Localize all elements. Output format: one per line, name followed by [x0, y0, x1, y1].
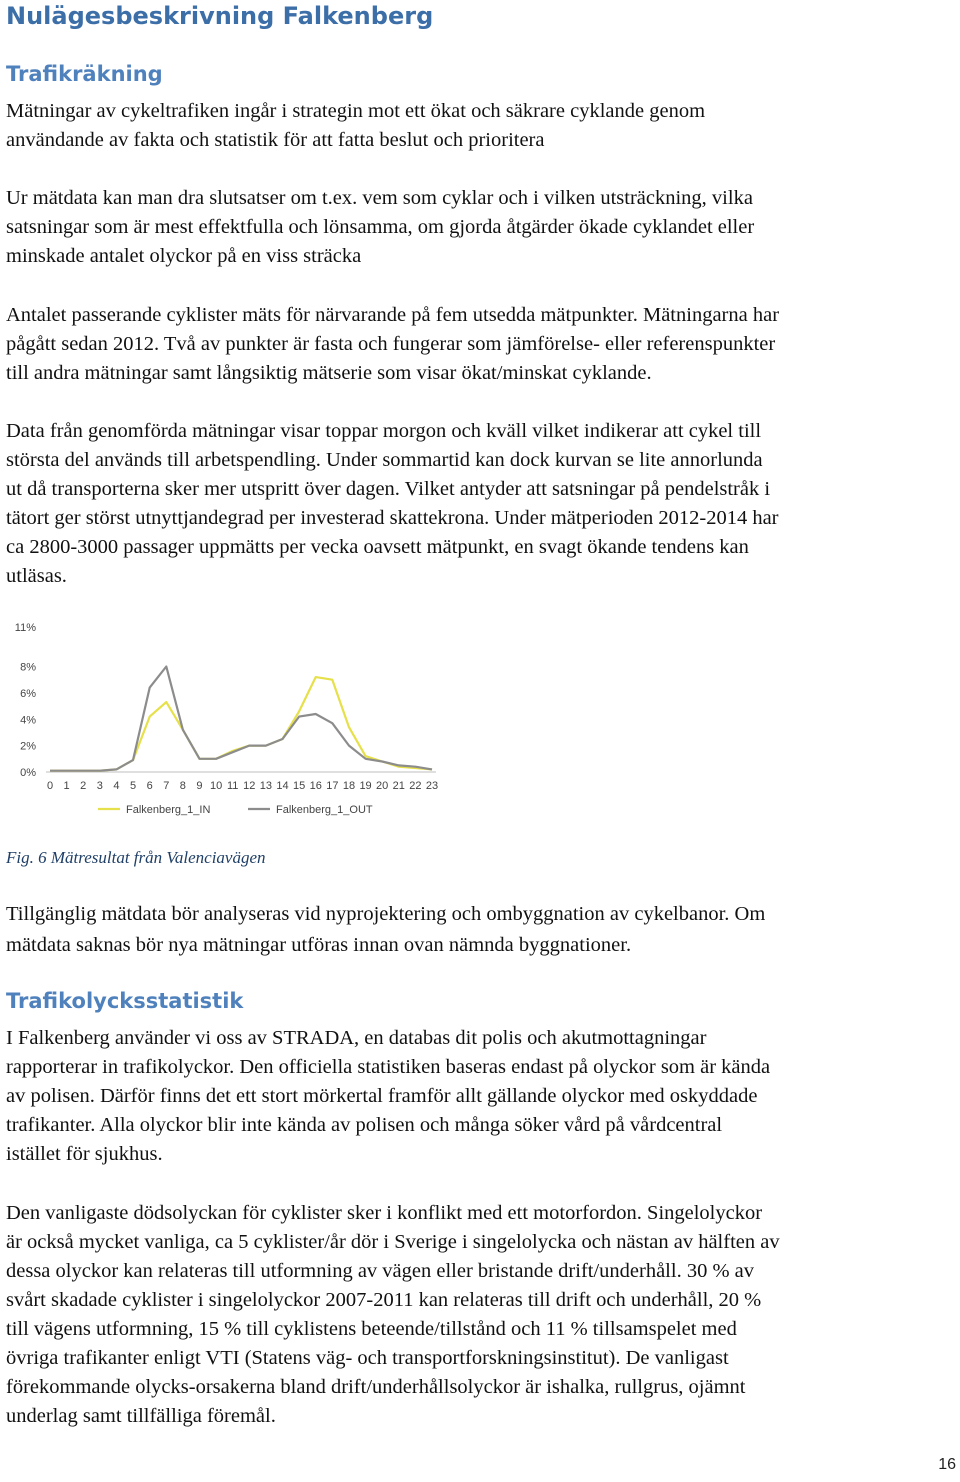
text-line: Den vanligaste dödsolyckan för cyklister sker i konflikt med ett motorfordon. Singelolyckor	[6, 1202, 763, 1224]
text-line: största del används till arbetspendling. Under sommartid kan dock kurvan se lite annorlunda	[6, 449, 763, 471]
text-line: satsningar som är mest effektfulla och lönsamma, om gjorda åtgärder ökade cyklandet eller	[6, 216, 755, 238]
text-line: istället för sjukhus.	[6, 1143, 163, 1165]
x-tick-label: 3	[96, 780, 103, 792]
text-line: användande av fakta och statistik för att fatta beslut och prioritera	[6, 129, 545, 151]
x-tick-label: 19	[359, 780, 372, 792]
series-line	[50, 667, 432, 771]
legend-label: Falkenberg_1_IN	[126, 804, 211, 816]
text-line: minskade antalet olyckor på en viss sträcka	[6, 245, 362, 267]
x-tick-label: 8	[179, 780, 186, 792]
text-line: mätdata saknas bör nya mätningar utföras innan ovan nämnda byggnationer.	[6, 934, 632, 956]
chart-svg	[0, 612, 460, 832]
y-tick-label: 8%	[20, 661, 36, 674]
x-tick-label: 5	[129, 780, 137, 792]
hourly-traffic-chart	[0, 612, 460, 832]
x-tick-label: 14	[276, 780, 289, 792]
text-line: Tillgänglig mätdata bör analyseras vid nyprojektering och ombyggnation av cykelbanor. Om	[6, 903, 766, 925]
paragraph	[6, 97, 956, 155]
text-line: pågått sedan 2012. Två av punkter är fasta och fungerar som jämförelse- eller referenspunkter	[6, 333, 776, 355]
paragraph	[6, 1199, 956, 1431]
page-number: 16	[938, 1456, 956, 1473]
x-tick-label: 4	[113, 780, 120, 792]
x-tick-label: 20	[376, 780, 389, 792]
x-tick-label: 7	[163, 780, 170, 792]
page-title: Nulägesbeskrivning Falkenberg	[6, 2, 434, 30]
x-tick-label: 16	[309, 780, 322, 792]
text-line: tätort ger störst utnyttjandegrad per investerad skattekrona. Under mätperioden 2012-2014 har	[6, 507, 779, 529]
x-tick-label: 0	[46, 780, 54, 792]
x-tick-label: 12	[243, 780, 256, 792]
text-line: I Falkenberg använder vi oss av STRADA, en databas dit polis och akutmottagningar	[6, 1027, 707, 1049]
x-tick-label: 15	[293, 780, 306, 792]
text-line: Data från genomförda mätningar visar toppar morgon och kväll vilket indikerar att cykel till	[6, 420, 762, 442]
x-tick-label: 23	[425, 780, 439, 792]
section-heading-trafikolycksstatistik: Trafikolycksstatistik	[6, 989, 244, 1013]
text-line: utläsas.	[6, 565, 67, 587]
text-line: dessa olyckor kan relateras till utformning av vägen eller bristande drift/underhåll. 30 % av	[6, 1260, 754, 1282]
paragraph	[6, 301, 956, 388]
paragraph	[6, 1024, 956, 1169]
y-tick-label: 4%	[20, 714, 36, 727]
text-line: Ur mätdata kan man dra slutsatser om t.ex. vem som cyklar och i vilken utsträckning, vilka	[6, 187, 753, 209]
x-tick-label: 21	[392, 780, 405, 792]
legend-label: Falkenberg_1_OUT	[276, 804, 373, 816]
y-tick-label: 2%	[20, 740, 36, 753]
text-line: underlag samt tillfälliga föremål.	[6, 1405, 276, 1427]
text-line: svårt skadade cyklister i singelolyckor 2007-2011 kan relateras till drift och underhåll, 20 %	[6, 1289, 762, 1311]
y-tick-label: 0%	[20, 767, 36, 779]
y-tick-label: 6%	[20, 687, 36, 700]
text-line: rapporterar in trafikolyckor. Den officiella statistiken baseras endast på olyckor som är kända	[6, 1056, 771, 1078]
series-line	[50, 677, 432, 771]
text-line: ut då transporterna sker mer utspritt över dagen. Vilket antyder att satsningar på pendelstråk i	[6, 478, 771, 500]
text-line: till andra mätningar samt långsiktig mätserie som visar ökat/minskat cyklande.	[6, 362, 652, 384]
x-tick-label: 13	[259, 780, 273, 792]
figure-caption: Fig. 6 Mätresultat från Valenciavägen	[6, 848, 266, 867]
x-tick-label: 17	[326, 780, 339, 792]
text-line: Mätningar av cykeltrafiken ingår i strategin mot ett ökat och säkrare cyklande genom	[6, 100, 706, 122]
text-line: ca 2800-3000 passager uppmätts per vecka oavsett mätpunkt, en svagt ökande tendens kan	[6, 536, 749, 558]
section-heading-trafikrakning: Trafikräkning	[6, 62, 163, 86]
paragraph	[6, 184, 956, 271]
x-tick-label: 2	[80, 780, 87, 792]
x-tick-label: 18	[342, 780, 356, 792]
text-line: Antalet passerande cyklister mäts för närvarande på fem utsedda mätpunkter. Mätningarna har	[6, 304, 780, 326]
y-tick-label: 11%	[14, 622, 36, 634]
x-tick-label: 6	[146, 780, 153, 792]
x-tick-label: 22	[409, 780, 422, 792]
text-line: till vägens utformning, 15 % till cyklistens beteende/tillstånd och 11 % tillsamspelet med	[6, 1318, 737, 1340]
text-line: övriga trafikanter enligt VTI (Statens väg- och transportforskningsinstitut). De vanligast	[6, 1347, 729, 1369]
x-tick-label: 11	[226, 780, 239, 792]
x-tick-label: 10	[209, 780, 223, 792]
paragraph	[6, 417, 956, 591]
x-tick-label: 9	[196, 780, 203, 792]
text-line: trafikanter. Alla olyckor blir inte kända av polisen och många söker vård på vårdcentral	[6, 1114, 723, 1136]
text-line: av polisen. Därför finns det ett stort mörkertal framför allt gällande olyckor med oskyddade	[6, 1085, 758, 1107]
x-tick-label: 1	[63, 780, 70, 792]
text-line: är också mycket vanliga, ca 5 cyklister/år dör i Sverige i singelolycka och nästan av hälften av	[6, 1231, 780, 1253]
text-line: förekommande olycks-orsakerna bland drift/underhållsolyckor är ishalka, rullgrus, ojämnt	[6, 1376, 746, 1398]
paragraph	[6, 899, 956, 961]
